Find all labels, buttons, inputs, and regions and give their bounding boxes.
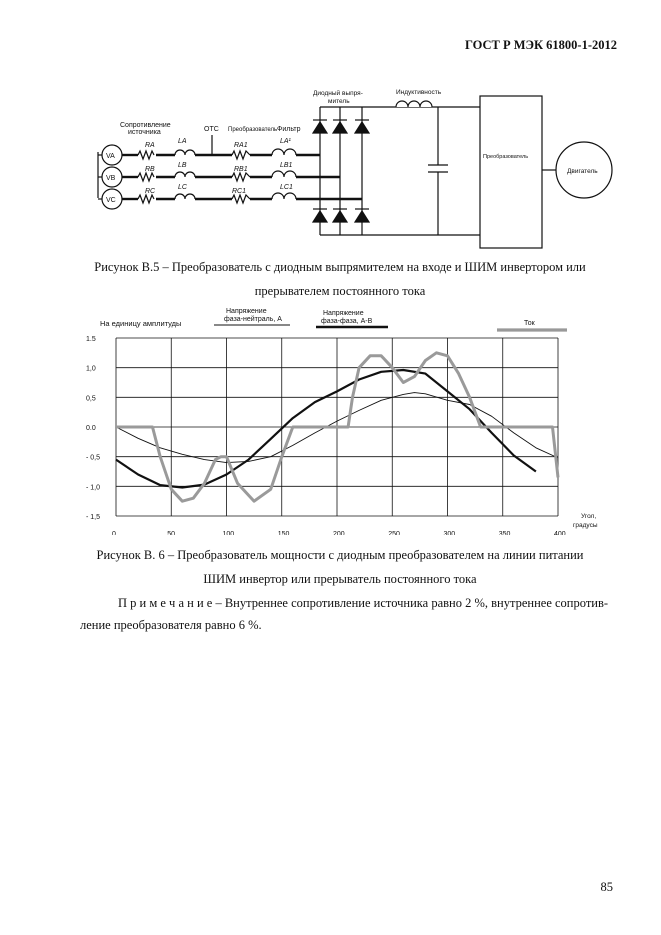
note-paragraph (80, 592, 620, 636)
svg-text:RA: RA (145, 142, 155, 149)
svg-text:RA1: RA1 (234, 142, 248, 149)
svg-text:VA: VA (106, 153, 115, 160)
y-tick-label: - 1,5 (86, 514, 101, 521)
figure6-caption-line1: Рисунок В. 6 – Преобразователь мощности с диодным преобразователем на линии питании (96, 548, 584, 562)
legend-label: фаза-фаза, А-В (321, 318, 373, 325)
x-axis-label: Угол, (581, 513, 597, 520)
note-label: П р и м е ч а н и е (118, 596, 213, 610)
svg-text:VB: VB (106, 175, 116, 182)
label-filter: Фильтр (277, 126, 301, 133)
legend-label: Ток (524, 320, 535, 327)
x-tick-label: 200 (333, 531, 345, 535)
y-tick-label: 0,5 (86, 395, 96, 403)
svg-text:LA¹: LA¹ (280, 138, 291, 145)
y-tick-label: 0.0 (86, 425, 96, 432)
svg-text:RC: RC (145, 188, 156, 195)
x-tick-label: 0 (112, 531, 116, 535)
label-inductance: Индуктивность (396, 89, 442, 96)
x-tick-label: 250 (388, 531, 400, 535)
x-tick-label: 150 (277, 531, 290, 535)
document-header: ГОСТ Р МЭК 61800-1-2012 (464, 38, 617, 52)
resistor-rb (138, 173, 154, 181)
x-tick-label: 350 (498, 531, 511, 535)
label-diode-rectifier: Диодный выпря- (313, 90, 363, 97)
legend-label: Напряжение (323, 310, 364, 317)
label-converter-block: Преобразователь (483, 154, 529, 160)
svg-text:градусы: градусы (573, 522, 598, 529)
svg-text:RC1: RC1 (232, 188, 247, 195)
resistor-ra1 (232, 151, 250, 159)
label-source-resistance: Сопротивление (120, 122, 171, 129)
y-axis-label: На единицу амплитуды (100, 319, 182, 328)
legend-label: Напряжение (226, 308, 267, 315)
figure5-caption-line2: прерывателем постоянного тока (254, 284, 426, 298)
y-tick-label: 1.5 (86, 336, 96, 343)
legend-label: фаза-нейтраль, А (224, 316, 282, 323)
resistor-ra (138, 151, 154, 159)
x-tick-label: 300 (443, 531, 456, 535)
svg-text:RB1: RB1 (234, 166, 248, 173)
svg-text:источника: источника (128, 129, 161, 136)
inductor-lc1 (272, 193, 296, 199)
series-line-2 (116, 370, 536, 488)
resistor-rc (138, 195, 154, 203)
svg-text:LC: LC (178, 184, 187, 191)
inductor-lb1 (272, 171, 296, 177)
circuit-diagram (0, 0, 661, 260)
page-number: 85 (600, 880, 613, 894)
svg-text:LC1: LC1 (280, 184, 293, 191)
dc-inductor (396, 101, 432, 107)
svg-text:RB: RB (145, 166, 155, 173)
y-tick-label: 1,0 (86, 365, 96, 373)
svg-text:LA: LA (178, 138, 187, 145)
svg-text:LB: LB (178, 162, 187, 169)
x-tick-label: 50 (167, 531, 176, 535)
note-text: – Внутреннее сопротивление источника равно 2 %, внутреннее сопротив- ление преобразователя равно 6 %. (80, 596, 609, 632)
resistor-rc1 (232, 195, 250, 203)
inductor-la1 (272, 149, 296, 155)
svg-text:VC: VC (106, 197, 116, 204)
svg-text:митель: митель (328, 98, 350, 105)
y-tick-label: - 1,0 (86, 484, 101, 492)
figure5-caption-line1: Рисунок В.5 – Преобразователь с диодным выпрямителем на входе и ШИМ инвертором или (94, 260, 586, 274)
x-tick-label: 100 (222, 531, 235, 535)
waveform-chart (0, 305, 661, 535)
label-motor: Двигатель (567, 168, 598, 175)
label-otc: ОТС (204, 126, 219, 133)
y-tick-label: - 0,5 (86, 454, 101, 462)
inductor-lb (175, 172, 195, 177)
resistor-rb1 (232, 173, 250, 181)
inductor-la (175, 150, 195, 155)
inductor-lc (175, 194, 195, 199)
figure6-caption-line2: ШИМ инвертор или прерыватель постоянного тока (203, 572, 477, 586)
svg-text:LB1: LB1 (280, 162, 293, 169)
x-tick-label: 400 (554, 531, 566, 535)
label-converter: Преобразователь (228, 127, 278, 133)
